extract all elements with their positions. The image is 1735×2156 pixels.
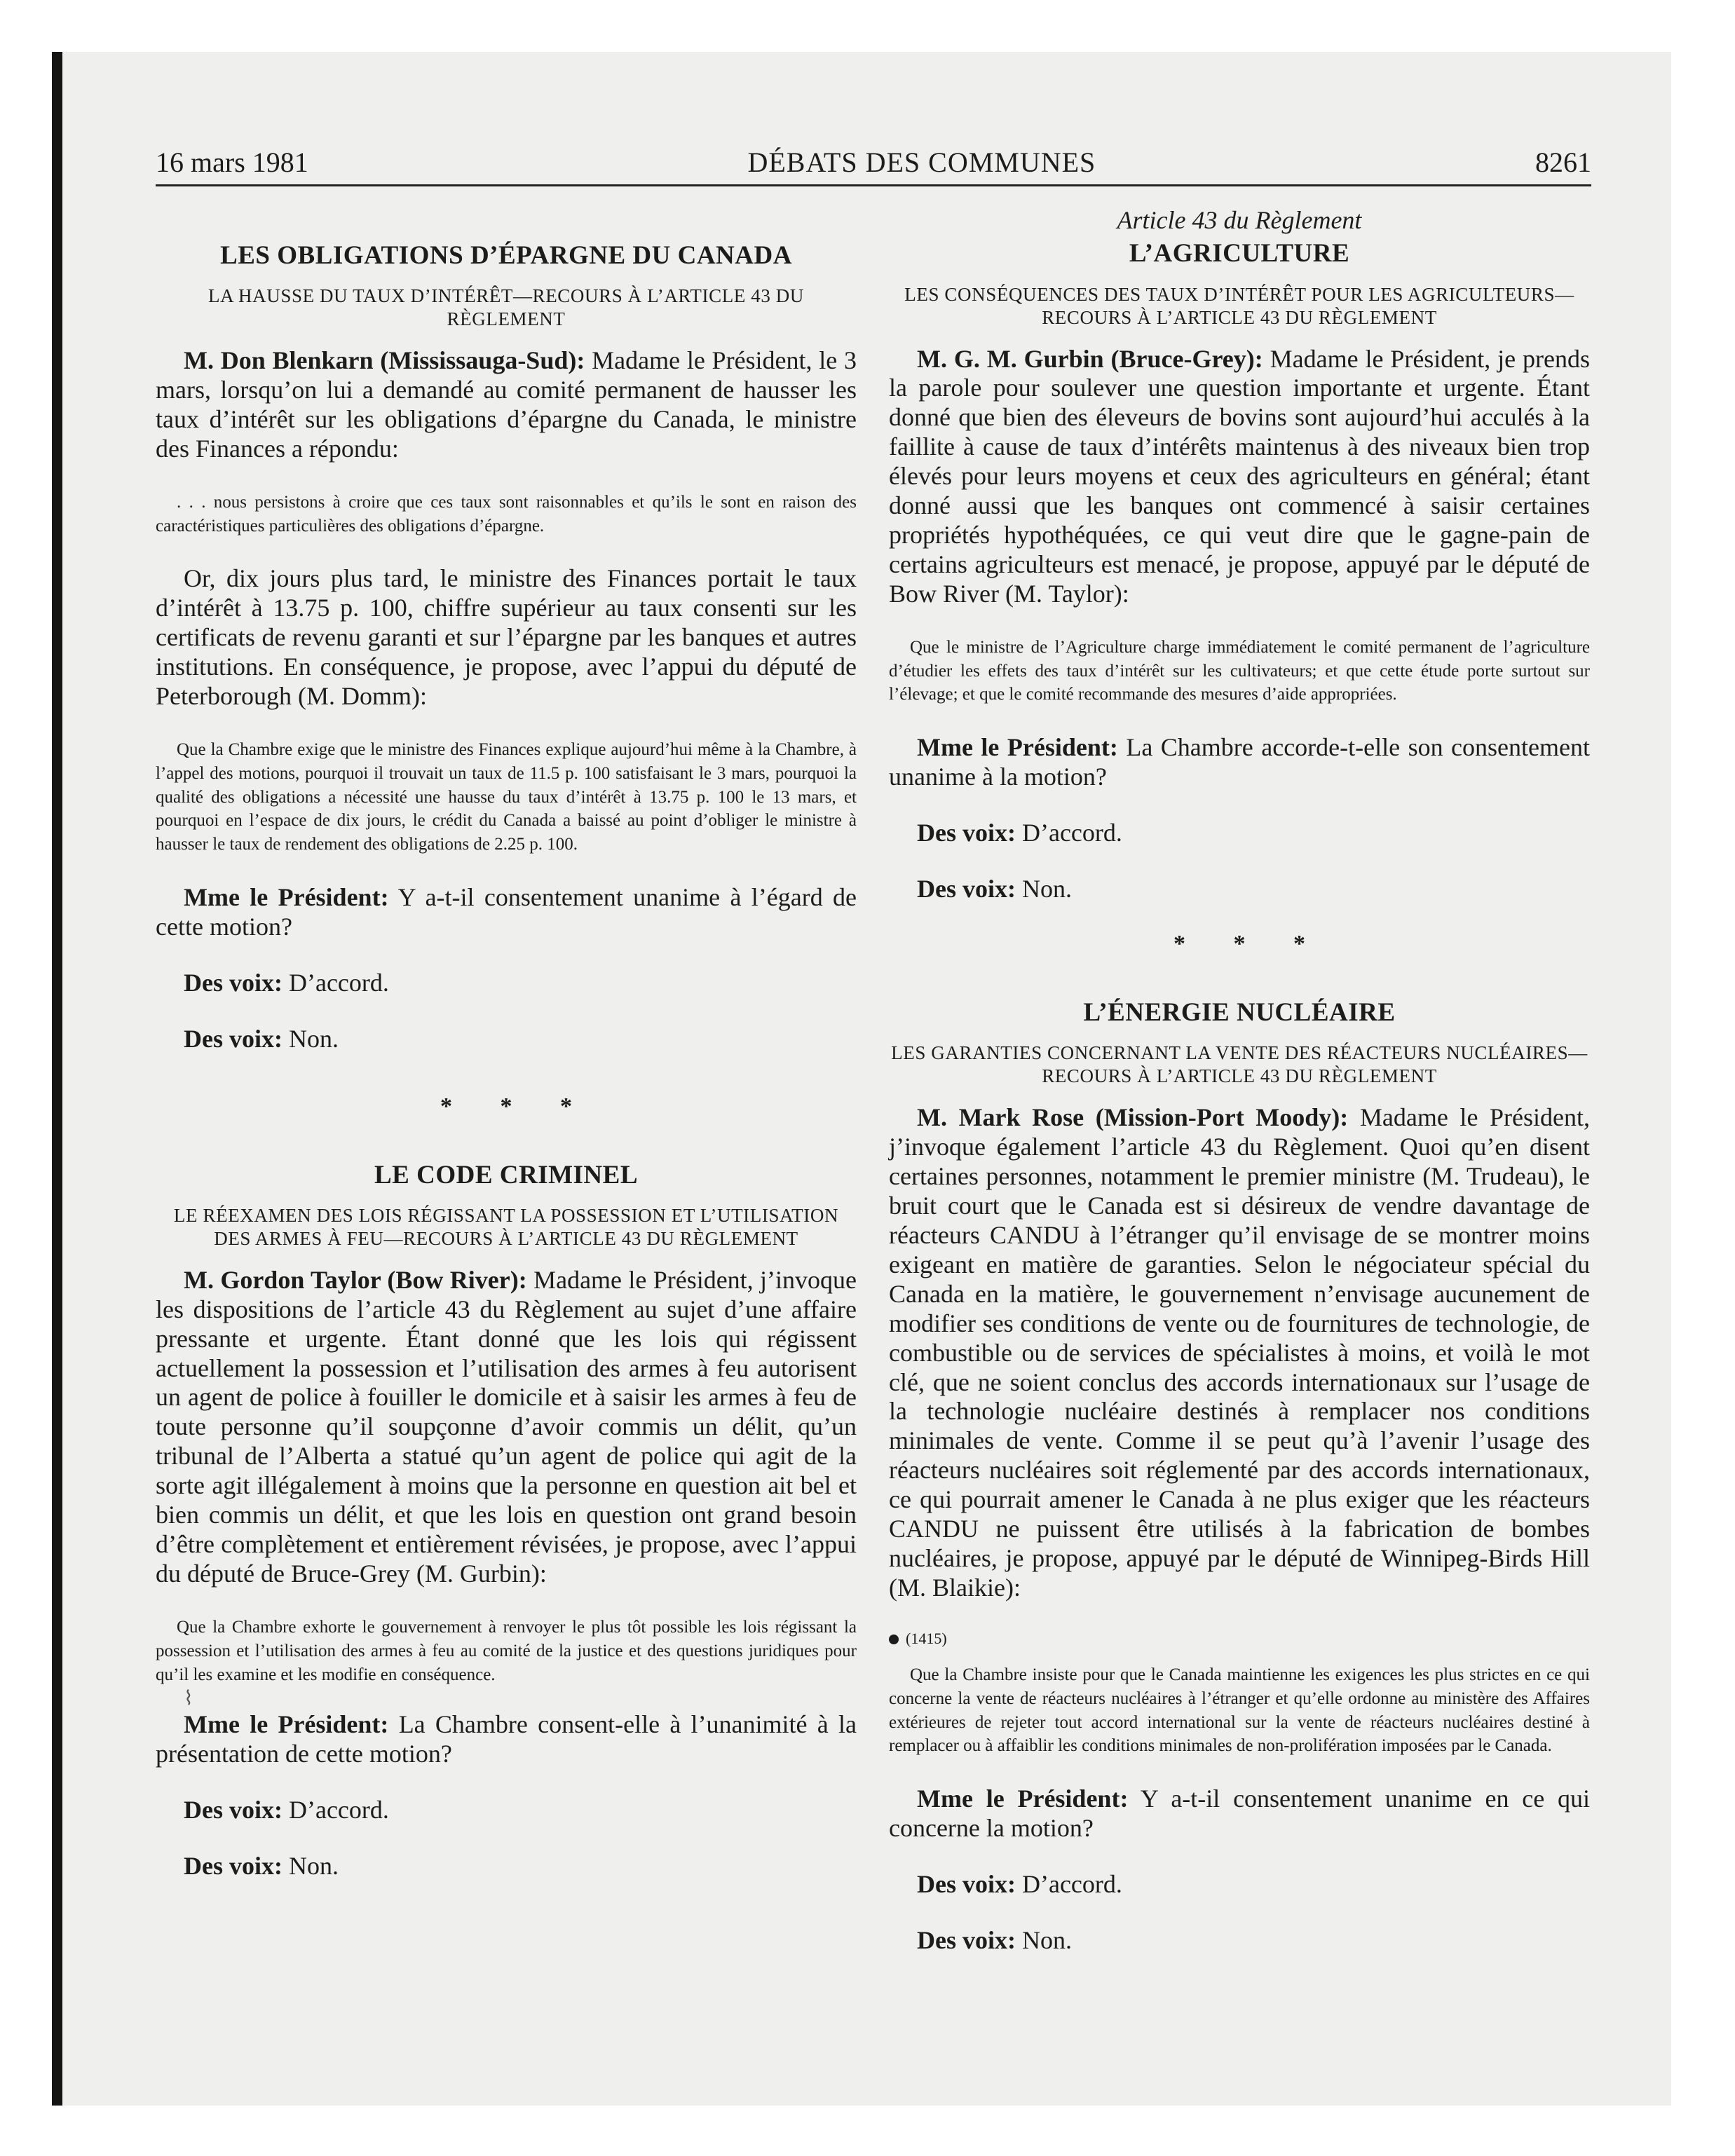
rubric-heading: Article 43 du Règlement bbox=[1117, 206, 1362, 234]
speech-text: Madame le Président, j’invoque également l’article 43 du Règlement. Quoi qu’en disent certaines personnes, notamment le premier ministre (M. Trudeau), le bruit court que le Canada est si désireux de vendre davantage de réacteurs CANDU à l’étranger qu’il envisage de se montrer moins exigeant en matière de garanties. Selon le négociateur spécial du Canada en la matière, le gouvernement n’envisage aucunement de modifier ses conditions de vente ou de fournitures de technologie, de combustible ou de services de spécialistes à moins, et voilà le mot clé, que ne soient conclus des accords internationaux sur l’usage de la technologie nucléaire destinés à remplacer nos conditions minimales de vente. Comme il se peut qu’à l’avenir l’usage des réacteurs nucléaires soit réglementé par des accords internationaux, ce qui pourrait amener le Canada à ne plus exiger que les réacteurs CANDU ne puissent être utilisés à la fabrication de bombes nucléaires, je propose, appuyé par le député de Winnipeg-Birds Hill (M. Blaikie): bbox=[889, 1103, 1590, 1602]
right-column bbox=[889, 202, 1590, 1956]
header-page-number: 8261 bbox=[1535, 146, 1591, 178]
speaker-name: M. Mark Rose (Mission-Port Moody): bbox=[917, 1103, 1349, 1132]
section-subtitle: LE RÉEXAMEN DES LOIS RÉGISSANT LA POSSESSION ET L’UTILISATION DES ARMES À FEU—RECOURS À L’ARTICLE 43 DU RÈGLEMENT bbox=[173, 1204, 839, 1249]
header-publication: DÉBATS DES COMMUNES bbox=[747, 146, 1096, 178]
left-column bbox=[156, 202, 857, 1881]
voices-label: Des voix: bbox=[184, 968, 283, 997]
voices-label: Des voix: bbox=[184, 1024, 283, 1053]
time-marker bbox=[889, 1630, 1590, 1648]
president-paragraph bbox=[889, 733, 1590, 792]
margin-mark: ⌇ bbox=[184, 1688, 193, 1710]
president-paragraph bbox=[156, 1710, 857, 1769]
speech-text: Y a-t-il consentement unanime en ce qui concerne la motion? bbox=[889, 1785, 1590, 1842]
speaker-name: M. G. M. Gurbin (Bruce-Grey): bbox=[917, 344, 1263, 373]
section-title: L’ÉNERGIE NUCLÉAIRE bbox=[1083, 997, 1396, 1027]
speaker-name: Mme le Président: bbox=[917, 1785, 1129, 1813]
voices-text: Non. bbox=[288, 1024, 339, 1053]
voices-line bbox=[156, 1796, 857, 1825]
voices-text: Non. bbox=[1021, 875, 1072, 903]
running-header bbox=[156, 147, 1591, 178]
voices-line bbox=[889, 875, 1590, 904]
voices-text: Non. bbox=[288, 1852, 339, 1881]
speaker-name: Mme le Président: bbox=[184, 882, 389, 911]
speech-text: Madame le Président, j’invoque les dispositions de l’article 43 du Règlement au sujet d’une affaire pressante et urgente. Étant donné que les lois qui régissent actuellement la possession et l’utilisation des armes à feu autorisent un agent de police à fouiller le domicile et à saisir les armes à feu de toute personne qu’il soupçonne d’avoir commis un délit, qu’un tribunal de l’Alberta a statué qu’un agent de police qui agit de la sorte agit illégalement à moins que la personne en question ait bel et bien commis un délit, et que les lois en question ont grand besoin d’être complètement et entièrement révisées, je propose, avec l’appui du député de Bruce-Grey (M. Gurbin): bbox=[156, 1265, 857, 1588]
president-paragraph bbox=[156, 883, 857, 942]
speaker-name: M. Don Blenkarn (Mississauga-Sud): bbox=[184, 346, 585, 375]
voices-line bbox=[156, 1025, 857, 1054]
voices-label: Des voix: bbox=[917, 1925, 1016, 1954]
speaker-name: Mme le Président: bbox=[917, 733, 1118, 762]
time-marker-text: (1415) bbox=[906, 1630, 947, 1648]
president-paragraph bbox=[889, 1785, 1590, 1843]
speech-text: Y a-t-il consentement unanime à l’égard de cette motion? bbox=[156, 882, 857, 941]
motion-text: Que la Chambre exhorte le gouvernement à renvoyer le plus tôt possible les lois régissant la possession et l’utilisation des armes à feu au comité de la justice et des questions juridiques pour qu’il les examine et les modifie en conséquence. bbox=[156, 1618, 857, 1684]
voices-line bbox=[156, 969, 857, 998]
voices-label: Des voix: bbox=[917, 819, 1016, 847]
speech-text: Madame le Président, je prends la parole pour soulever une question importante et urgente. Étant donné que bien des éleveurs de bovins sont aujourd’hui acculés à la faillite à cause de taux d’intérêts maintenus à des niveaux bien trop élevés pour leurs moyens et ceux des agriculteurs en général; étant donné aussi que les banques ont commencé à saisir certaines propriétés hypothéquées, ce qui veut dire que le gagne-pain de certains agriculteurs est menacé, je propose, appuyé par le député de Bow River (M. Taylor): bbox=[889, 344, 1590, 608]
speech-paragraph bbox=[889, 345, 1590, 609]
voices-text: D’accord. bbox=[1021, 819, 1122, 847]
section-title: L’AGRICULTURE bbox=[1129, 239, 1350, 268]
section-separator: * * * bbox=[440, 1093, 593, 1119]
section-title: LE CODE CRIMINEL bbox=[374, 1160, 638, 1189]
quoted-text: . . . nous persistons à croire que ces taux sont raisonnables et qu’ils le sont en raison des caractéristiques particulières des obligations d’épargne. bbox=[156, 492, 857, 535]
motion-text: Que la Chambre insiste pour que le Canada maintienne les exigences les plus strictes en ce qui concerne la vente de réacteurs nucléaires à l’étranger et qu’elle ordonne au ministère des Affaires extérieures de rejeter tout accord international sur la vente de réacteurs nucléaires destiné à remplacer ou à affaiblir les conditions minimales de non-prolifération imposées par le Canada. bbox=[889, 1665, 1590, 1756]
section-subtitle: LES GARANTIES CONCERNANT LA VENTE DES RÉACTEURS NUCLÉAIRES—RECOURS À L’ARTICLE 43 DU RÈGLEMENT bbox=[891, 1042, 1588, 1087]
voices-text: D’accord. bbox=[288, 968, 389, 997]
binding-edge bbox=[52, 52, 62, 2106]
speech-paragraph bbox=[156, 1266, 857, 1589]
voices-label: Des voix: bbox=[184, 1852, 283, 1881]
section-subtitle: LES CONSÉQUENCES DES TAUX D’INTÉRÊT POUR LES AGRICULTEURS—RECOURS À L’ARTICLE 43 DU RÈGLEMENT bbox=[904, 283, 1574, 328]
header-date: 16 mars 1981 bbox=[156, 146, 308, 178]
speech-paragraph: Or, dix jours plus tard, le ministre des Finances portait le taux d’intérêt à 13.75 p. 100, chiffre supérieur au taux consenti sur les certificats de revenu garanti et sur l’épargne par les banques et autres institutions. En conséquence, je propose, avec l’appui du député de Peterborough (M. Domm): bbox=[156, 564, 857, 711]
speech-paragraph bbox=[156, 346, 857, 464]
motion-text: Que le ministre de l’Agriculture charge immédiatement le comité permanent de l’agriculture d’étudier les effets des taux d’intérêt sur les cultivateurs; et que cette étude porte surtout sur l’élevage; et que le comité recommande des mesures d’aide appropriées. bbox=[889, 637, 1590, 704]
speaker-name: M. Gordon Taylor (Bow River): bbox=[184, 1265, 527, 1294]
section-title: LES OBLIGATIONS D’ÉPARGNE DU CANADA bbox=[220, 241, 792, 270]
voices-text: D’accord. bbox=[288, 1796, 389, 1824]
header-rule bbox=[156, 184, 1591, 186]
voices-label: Des voix: bbox=[917, 1869, 1016, 1898]
voices-line bbox=[889, 819, 1590, 848]
speech-text: La Chambre accorde-t-elle son consentement unanime à la motion? bbox=[889, 733, 1590, 791]
voices-line bbox=[889, 1870, 1590, 1899]
speaker-name: Mme le Président: bbox=[184, 1710, 389, 1739]
voices-text: Non. bbox=[1021, 1925, 1072, 1954]
motion-text: Que la Chambre exige que le ministre des Finances explique aujourd’hui même à la Chambre, à l’appel des motions, pourquoi il trouvait un taux de 11.5 p. 100 satisfaisant le 3 mars, pourquoi la qualité des obligations a nécessité une hausse du taux d’intérêt à 13.75 p. 100 le 13 mars, et pourquoi en l’espace de dix jours, le crédit du Canada a baissé au point d’obliger le ministre à hausser le taux de rendement des obligations de 2.25 p. 100. bbox=[156, 740, 857, 854]
voices-label: Des voix: bbox=[917, 875, 1016, 903]
bullet-dot-icon bbox=[889, 1635, 899, 1644]
section-separator: * * * bbox=[1173, 930, 1326, 957]
voices-line bbox=[889, 1926, 1590, 1956]
speech-paragraph bbox=[889, 1103, 1590, 1603]
voices-label: Des voix: bbox=[184, 1796, 283, 1824]
speech-text: La Chambre consent-elle à l’unanimité à la présentation de cette motion? bbox=[156, 1710, 857, 1768]
section-subtitle: LA HAUSSE DU TAUX D’INTÉRÊT—RECOURS À L’ARTICLE 43 DU RÈGLEMENT bbox=[207, 285, 804, 330]
voices-line bbox=[156, 1852, 857, 1881]
speech-text: Madame le Président, le 3 mars, lorsqu’on lui a demandé au comité permanent de hausser les taux d’intérêt sur les obligations d’épargne du Canada, le ministre des Finances a répondu: bbox=[156, 346, 857, 463]
voices-text: D’accord. bbox=[1021, 1869, 1122, 1898]
